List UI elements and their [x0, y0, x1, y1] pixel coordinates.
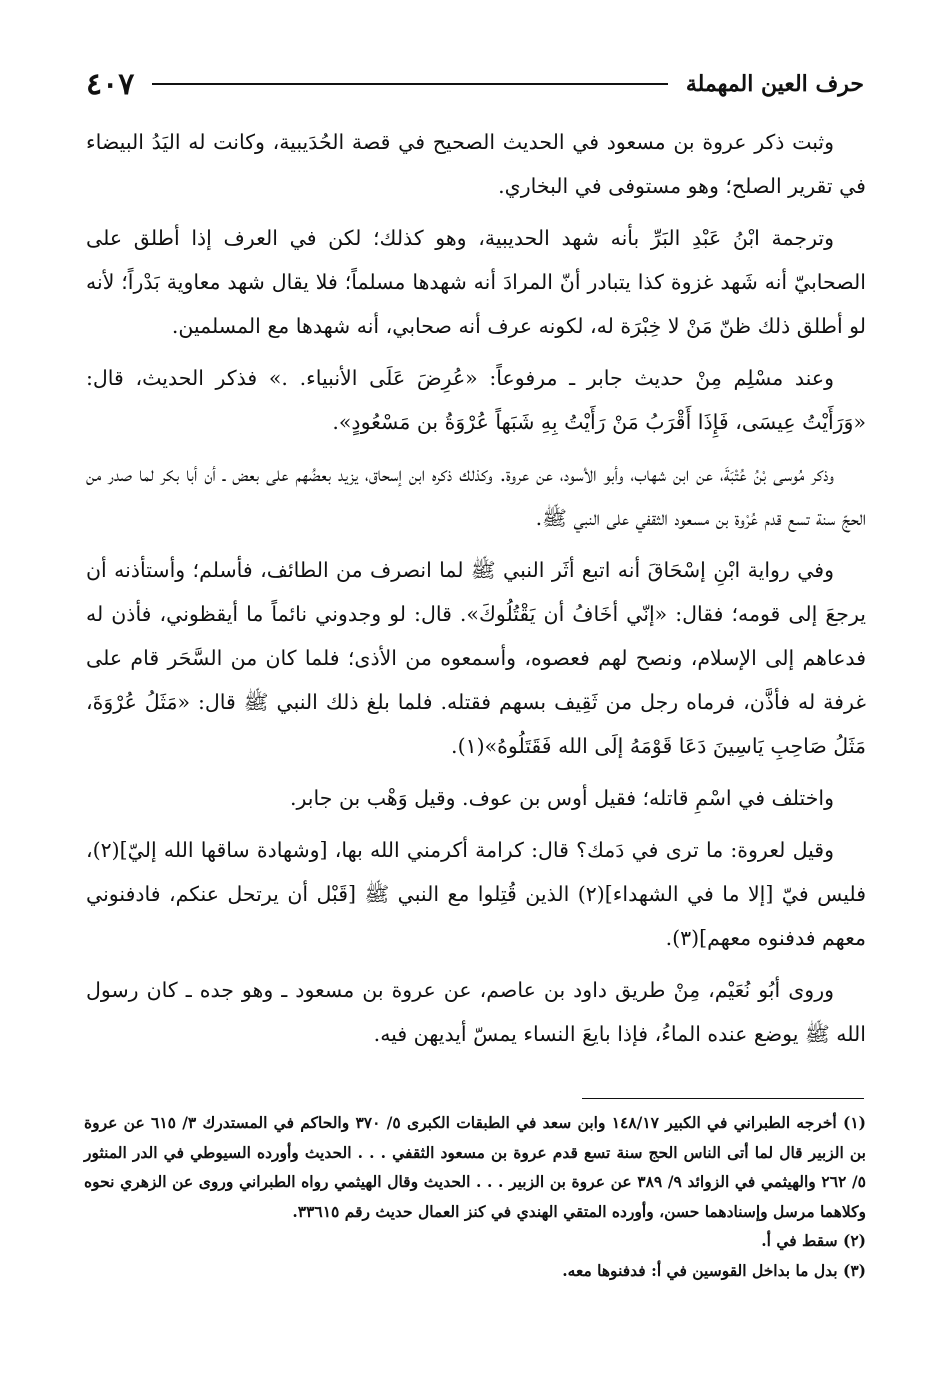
running-title: حرف العين المهملة	[685, 71, 864, 97]
paragraph: وقيل لعروة: ما ترى في دَمك؟ قال: كرامة أكرمني الله بها، [وشهادة ساقها الله إليّ](٢)، فليس فيّ [إلا ما في الشهداء](٢) الذين قُتِلوا مع النبي ﷺ [قَبْل أن يرتحل عنكم، فادفنوني معهم فدفنوه معهم](٣).	[86, 838, 866, 950]
footnote: (٣) بدل ما بداخل القوسين في أ: فدفنوها معه.	[562, 1260, 866, 1280]
paragraph: وروى أبُو نُعَيْم، مِنْ طريق داود بن عاصم، عن عروة بن مسعود ـ وهو جده ـ كان رسول الله ﷺ يوضع عنده الماءُ، فإذا بايعَ النساء يمسّ أيديهن فيه.	[86, 978, 866, 1046]
footnotes	[84, 1108, 866, 1285]
paragraph: وعند مسْلِم مِنْ حديث جابر ـ مرفوعاً: «عُرِضَ عَلَى الأنبياء. .» فذكر الحديث، قال: «وَرَأَيْتُ عِيسَى، فَإِذَا أَقْرَبُ مَنْ رَأَيْتُ بِهِ شَبَهاً عُرْوَةُ بن مَسْعُودٍ».	[86, 366, 866, 434]
footnote-separator	[582, 1098, 864, 1099]
page-number: ٤٠٧	[86, 66, 135, 102]
footnote: (٢) سقط في أ.	[761, 1231, 866, 1250]
main-text	[86, 120, 866, 1064]
header-rule	[152, 83, 668, 85]
paragraph: وفي رواية ابْنِ إسْحَاقَ أنه اتبع أثَر النبي ﷺ لما انصرف من الطائف، فأسلم؛ وأستأذنه أن يرجعَ إلى قومه؛ فقال: «إنّي أخَافُ أن يَقْتُلُوكَ». قال: لو وجدوني نائماً ما أيقظوني، فأذن له فدعاهم إلى الإسلام، ونصح لهم فعصوه، وأسمعوه من الأذى؛ فلما كان من السَّحَر قام على غرفة له فأذَّن، فرماه رجل من ثَقِيف بسهم فقتله. فلما بلغ ذلك النبي ﷺ قال: «مَثَلُ عُرْوَةَ، مَثَلُ صَاحِبِ يَاسِينَ دَعَا قَوْمَهُ إلَى الله فَقَتَلُوهُ»(١).	[86, 558, 866, 758]
paragraph: وترجمة ابْنُ عَبْدِ البَرِّ بأنه شهد الحديبية، وهو كذلك؛ لكن في العرف إذا أطلق على الصحابيّ أنه شَهد غزوة كذا يتبادر أنّ المرادَ أنه شهدها مسلماً؛ فلا يقال شهد معاوية بَدْراً؛ لأنه لو أطلق ذلك ظنّ مَنْ لا خِبْرَة له، لكونه عرف أنه صحابي، أنه شهدها مع المسلمين.	[86, 226, 866, 338]
paragraph: وثبت ذكر عروة بن مسعود في الحديث الصحيح في قصة الحُدَيبية، وكانت له اليَدُ البيضاء في تقرير الصلح؛ وهو مستوفى في البخاري.	[86, 130, 866, 198]
paragraph: واختلف في اسْمِ قاتله؛ فقيل أوس بن عوف. وقيل وَهْب بن جابر.	[289, 786, 834, 810]
page-header	[86, 62, 864, 106]
paragraph: وذكر مُوسى بْنُ عُتْبَةَ، عن ابن شهاب، وأبو الأسود، عن عروة. وكذلك ذكره ابن إسحاق، يزيد بعضُهم على بعض ـ أن أبا بكر لما صدر من الحجّ سنة تسع قدم عُرْوة بن مسعود الثقفي على النبي ﷺ.	[86, 462, 866, 530]
footnote: (١) أخرجه الطبراني في الكبير ١٤٨/١٧ وابن سعد في الطبقات الكبرى ٥/ ٣٧٠ والحاكم في المستدرك ٣/ ٦١٥ عن عروة بن الزبير قال لما أتى الناس الحج سنة تسع قدم عروة بن مسعود الثقفي . . . الحديث وأورده السيوطي في الدر المنثور ٥/ ٢٦٢ والهيثمي في الزوائد ٩/ ٣٨٩ عن عروة بن الزبير . . . الحديث وقال الهيثمي رواه الطبراني وروى عن الزهري نحوه وكلاهما مرسل وإسنادهما حسن، وأورده المتقي الهندي في كنز العمال حديث رقم ٣٣٦١٥.	[84, 1113, 867, 1221]
